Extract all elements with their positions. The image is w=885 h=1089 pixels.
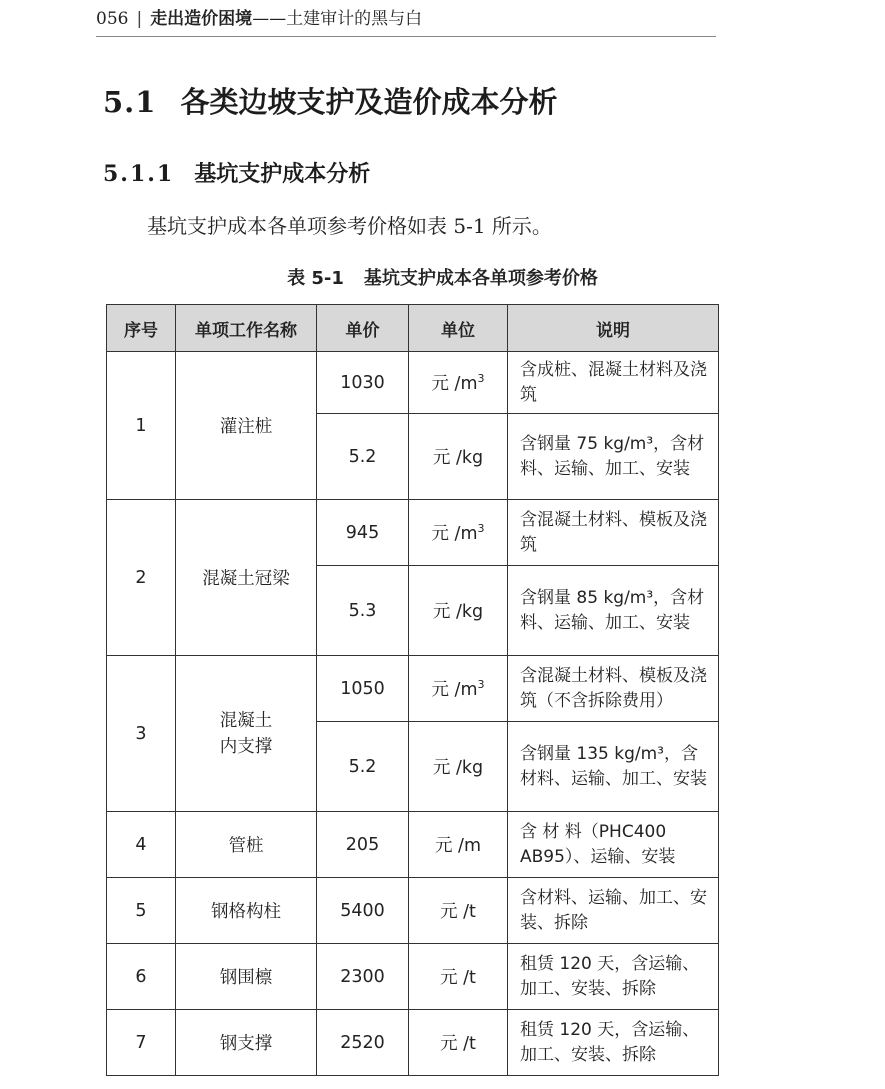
header-item-name: 单项工作名称: [176, 305, 317, 352]
book-subtitle: ——土建审计的黑与白: [252, 9, 423, 29]
table-row: [107, 812, 719, 878]
row-price: 5400: [317, 878, 409, 944]
row-price: 5.2: [317, 414, 409, 500]
row-unit: 元 /m: [409, 812, 508, 878]
row-item-name-line: 混凝土: [219, 710, 273, 731]
header-price: 单价: [317, 305, 409, 352]
header-separator: |: [136, 9, 143, 29]
subsection-heading: [103, 157, 370, 188]
table-title: 基坑支护成本各单项参考价格: [363, 268, 598, 289]
row-index: 6: [107, 944, 176, 1010]
row-unit: 元 /kg: [409, 566, 508, 656]
row-price: 1030: [317, 352, 409, 414]
row-note: 含成桩、混凝土材料及浇筑: [508, 352, 719, 414]
section-title: 各类边坡支护及造价成本分析: [180, 85, 558, 119]
row-item-name: 混凝土冠梁: [176, 500, 317, 656]
row-note: 租赁 120 天，含运输、加工、安装、拆除: [508, 944, 719, 1010]
row-price: 2520: [317, 1010, 409, 1076]
row-price: 2300: [317, 944, 409, 1010]
header-note: 说明: [508, 305, 719, 352]
row-unit: 元 /t: [409, 1010, 508, 1076]
header-rule: [96, 36, 716, 37]
row-unit: 元 $/m^3$: [409, 656, 508, 722]
row-item-name: 钢支撑: [176, 1010, 317, 1076]
row-price: 945: [317, 500, 409, 566]
table-row: [107, 500, 719, 566]
row-unit: 元 $/m^3$: [409, 352, 508, 414]
row-unit: 元 /kg: [409, 414, 508, 500]
row-note: 含材料、运输、加工、安装、拆除: [508, 878, 719, 944]
row-item-name-line: 内支撑: [219, 736, 273, 757]
row-price: 1050: [317, 656, 409, 722]
row-note: 租赁 120 天，含运输、加工、安装、拆除: [508, 1010, 719, 1076]
row-price: 5.3: [317, 566, 409, 656]
row-note: 含混凝土材料、模板及浇筑（不含拆除费用）: [508, 656, 719, 722]
row-index: 5: [107, 878, 176, 944]
page-number: 056: [96, 9, 129, 29]
row-note: 含钢量 135 kg/m³，含材料、运输、加工、安装: [508, 722, 719, 812]
section-number: 5.1: [103, 85, 157, 119]
book-title: 走出造价困境: [150, 9, 253, 29]
table-caption: [0, 264, 885, 290]
row-item-name: [176, 656, 317, 812]
running-head: [96, 4, 422, 29]
row-item-name: 钢格构柱: [176, 878, 317, 944]
header-unit: 单位: [409, 305, 508, 352]
row-unit: 元 /t: [409, 878, 508, 944]
table-header-row: [107, 305, 719, 352]
row-note: 含钢量 85 kg/m³，含材料、运输、加工、安装: [508, 566, 719, 656]
section-heading: [103, 80, 557, 121]
row-index: 3: [107, 656, 176, 812]
row-unit: 元 /t: [409, 944, 508, 1010]
row-index: 4: [107, 812, 176, 878]
row-index: 1: [107, 352, 176, 500]
table-row: [107, 352, 719, 414]
row-price: 5.2: [317, 722, 409, 812]
subsection-title: 基坑支护成本分析: [194, 162, 371, 187]
row-item-name: 灌注桩: [176, 352, 317, 500]
subsection-number: 5.1.1: [103, 161, 175, 187]
row-index: 2: [107, 500, 176, 656]
row-unit: 元 /kg: [409, 722, 508, 812]
row-note: 含钢量 75 kg/m³，含材料、运输、加工、安装: [508, 414, 719, 500]
row-item-name: 钢围檩: [176, 944, 317, 1010]
table-row: [107, 656, 719, 722]
table-row: [107, 878, 719, 944]
row-unit: 元 $/m^3$: [409, 500, 508, 566]
table-row: [107, 1010, 719, 1076]
row-note: 含混凝土材料、模板及浇筑: [508, 500, 719, 566]
price-table: [106, 304, 719, 1076]
table-row: [107, 944, 719, 1010]
header-index: 序号: [107, 305, 176, 352]
row-index: 7: [107, 1010, 176, 1076]
row-note: 含 材 料（PHC400 AB95）、运输、安装: [508, 812, 719, 878]
row-price: 205: [317, 812, 409, 878]
row-item-name: 管桩: [176, 812, 317, 878]
intro-paragraph: 基坑支护成本各单项参考价格如表 5-1 所示。: [147, 214, 552, 238]
table-number: 表 5-1: [287, 268, 344, 289]
